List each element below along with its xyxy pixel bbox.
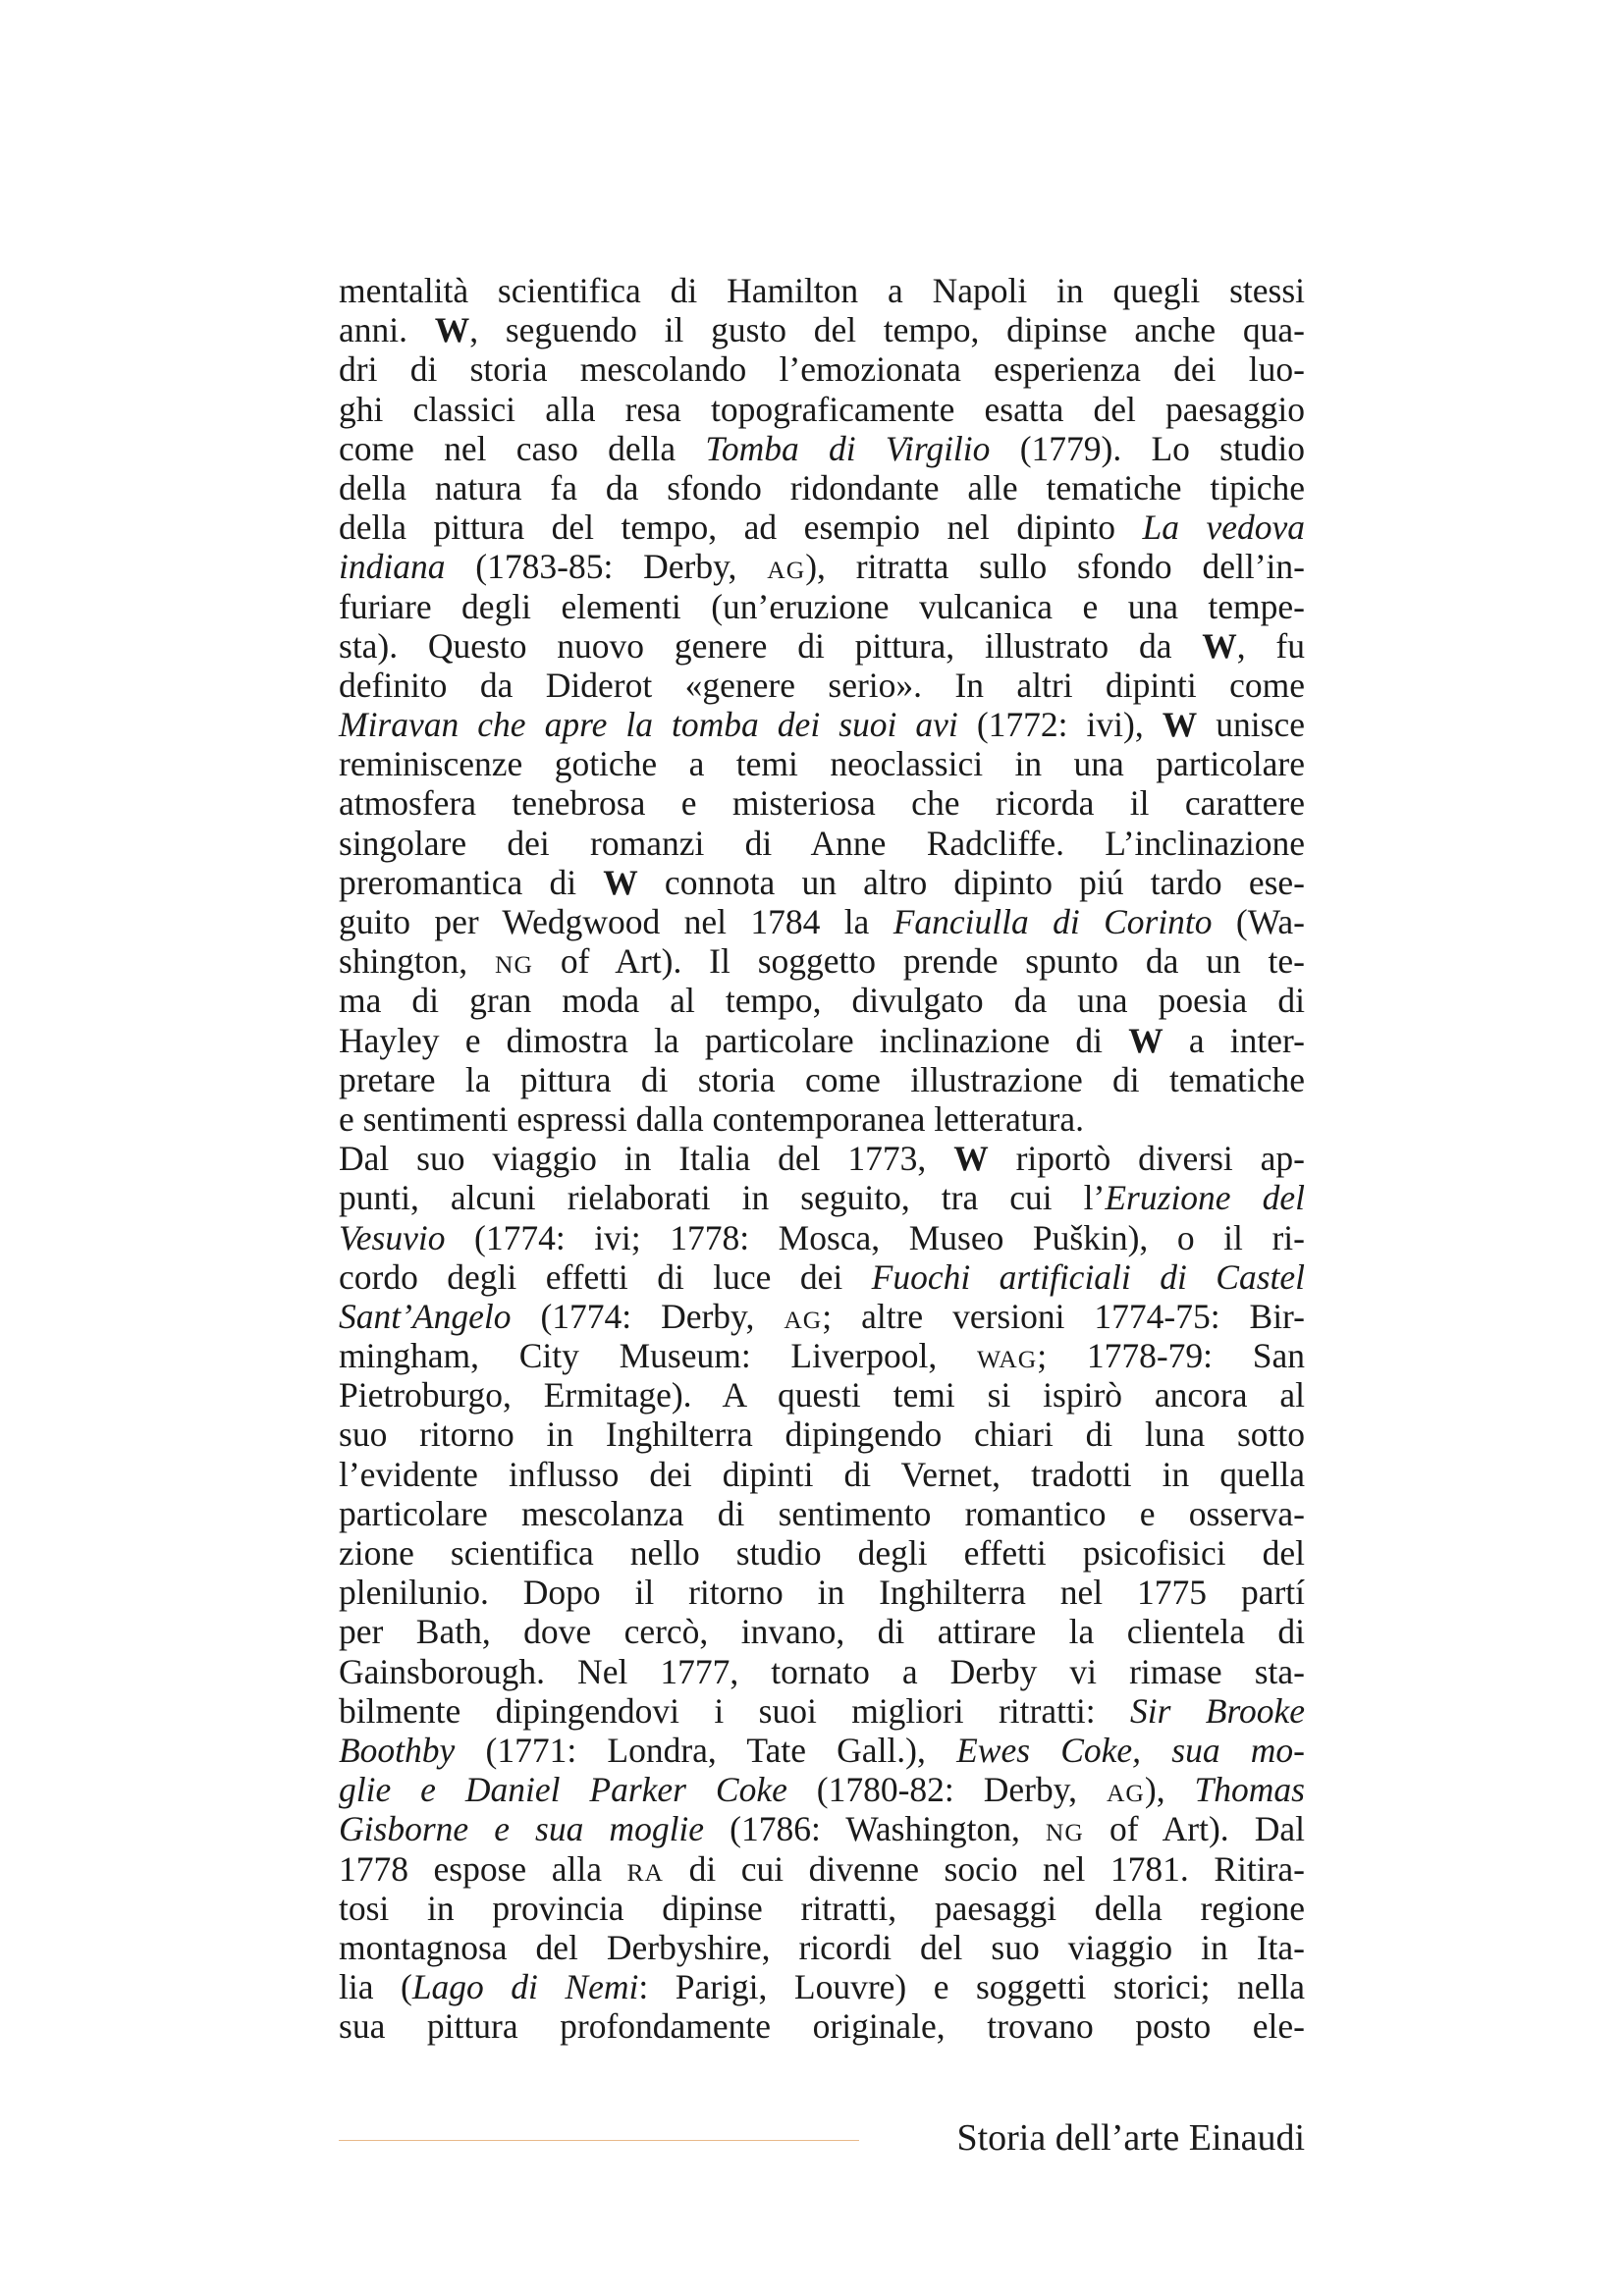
text-line — [339, 1178, 1305, 1217]
text-run: W — [434, 310, 470, 350]
text-run: of Art). Dal — [1083, 1809, 1305, 1849]
text-run: per Bath, dove cercò, invano, di attirare la clientela di — [339, 1612, 1305, 1652]
text-run: (1774: ivi; 1778: Mosca, Museo Puškin), o il ri- — [445, 1217, 1305, 1257]
text-run: sta). Questo nuovo genere di pittura, illustrato da — [339, 625, 1203, 666]
text-run: ma di gran moda al tempo, divulgato da una poesia di — [339, 981, 1305, 1021]
text-run: pretare la pittura di storia come illustrazione di tematiche — [339, 1059, 1305, 1099]
text-line — [339, 1060, 1305, 1099]
text-line — [339, 666, 1305, 705]
text-run: (1771: Londra, Tate Gall.), — [455, 1730, 957, 1770]
text-run: Tomba di Virgilio — [705, 428, 991, 468]
text-line — [339, 1336, 1305, 1375]
text-run: a inter- — [1163, 1020, 1305, 1060]
text-line — [339, 1455, 1305, 1494]
text-line — [339, 705, 1305, 744]
text-run: ), ritratta sullo sfondo dell’in- — [805, 547, 1305, 587]
text-run: reminiscenze gotiche a temi neoclassici in una particolare — [339, 744, 1305, 784]
text-line — [339, 1099, 1305, 1139]
text-run: Fanciulla di Corinto — [893, 902, 1213, 941]
text-run: anni. — [339, 310, 435, 350]
text-run: RA — [626, 1857, 665, 1887]
text-run: mentalità scientifica di Hamilton a Napoli in quegli stessi — [339, 271, 1305, 310]
text-run: lia ( — [339, 1967, 412, 2007]
text-run: AG — [767, 556, 806, 585]
text-run: connota un altro dipinto piú tardo ese- — [637, 862, 1306, 902]
text-line — [339, 863, 1305, 902]
text-run: Fuochi artificiali di Castel — [871, 1256, 1305, 1297]
text-line — [339, 1889, 1305, 1928]
text-line — [339, 1652, 1305, 1691]
text-run: zione scientifica nello studio degli effetti psicofisici del — [339, 1533, 1305, 1573]
text-line — [339, 1612, 1305, 1651]
text-run: Gisborne e sua moglie — [339, 1809, 705, 1849]
text-run: preromantica di — [339, 862, 604, 902]
text-run: sua pittura profondamente originale, trovano posto ele- — [339, 2006, 1305, 2047]
text-run: : Parigi, Louvre) e soggetti storici; nella — [638, 1967, 1305, 2007]
text-line — [339, 1770, 1305, 1809]
page-footer — [339, 2109, 1305, 2167]
text-line — [339, 1415, 1305, 1454]
text-run: di cui divenne socio nel 1781. Ritira- — [664, 1848, 1305, 1889]
text-line — [339, 626, 1305, 666]
text-run: WAG — [977, 1345, 1038, 1374]
text-line — [339, 1928, 1305, 1967]
footer-title: Storia dell’arte Einaudi — [956, 2117, 1305, 2159]
text-line — [339, 390, 1305, 429]
text-run: ; altre versioni 1774-75: Bir- — [822, 1296, 1305, 1336]
text-run: Sant’Angelo — [339, 1296, 512, 1336]
text-run: bilmente dipingendovi i suoi migliori ritratti: — [339, 1690, 1130, 1731]
text-run: della pittura del tempo, ad esempio nel dipinto — [339, 507, 1143, 548]
text-run: shington, — [339, 941, 496, 982]
text-run: AG — [784, 1305, 823, 1334]
text-run: ; 1778-79: San — [1037, 1336, 1305, 1376]
text-line — [339, 349, 1305, 389]
text-run: plenilunio. Dopo il ritorno in Inghilterra nel 1775 partí — [339, 1573, 1305, 1613]
text-run: tosi in provincia dipinse ritratti, paesaggi della regione — [339, 1888, 1305, 1928]
text-run: unisce — [1197, 705, 1305, 745]
text-line — [339, 1731, 1305, 1770]
text-run: Boothby — [339, 1730, 456, 1770]
text-run: indiana — [339, 547, 446, 587]
text-run: dri di storia mescolando l’emozionata esperienza dei luo- — [339, 349, 1305, 390]
text-line — [339, 824, 1305, 863]
text-line — [339, 1691, 1305, 1731]
text-line — [339, 783, 1305, 823]
text-line — [339, 1021, 1305, 1060]
text-line — [339, 547, 1305, 586]
text-run: , seguendo il gusto del tempo, dipinse anche qua- — [469, 310, 1305, 350]
text-run: cordo degli effetti di luce dei — [339, 1256, 872, 1297]
text-run: definito da Diderot «genere serio». In altri dipinti come — [339, 665, 1305, 705]
text-run: l’evidente influsso dei dipinti di Vernet, tradotti in quella — [339, 1454, 1305, 1494]
text-line — [339, 1218, 1305, 1257]
text-run: 1778 espose alla — [339, 1848, 627, 1889]
text-line — [339, 1139, 1305, 1178]
text-run: Hayley e dimostra la particolare inclinazione di — [339, 1020, 1129, 1060]
text-run: W — [603, 862, 638, 902]
text-run: (1772: ivi), — [957, 705, 1163, 745]
text-run: Gainsborough. Nel 1777, tornato a Derby vi rimase sta- — [339, 1651, 1305, 1691]
text-run: punti, alcuni rielaborati in seguito, tra cui l’ — [339, 1178, 1106, 1218]
text-line — [339, 310, 1305, 349]
text-line — [339, 981, 1305, 1020]
text-line — [339, 587, 1305, 626]
text-run: Dal suo viaggio in Italia del 1773, — [339, 1139, 954, 1179]
text-line — [339, 1257, 1305, 1297]
text-run: mingham, City Museum: Liverpool, — [339, 1336, 977, 1376]
text-run: ), — [1144, 1770, 1195, 1810]
text-run: furiare degli elementi (un’eruzione vulcanica e una tempe- — [339, 586, 1305, 626]
text-run: montagnosa del Derbyshire, ricordi del suo viaggio in Ita- — [339, 1927, 1305, 1967]
text-run: (1786: Washington, — [704, 1809, 1046, 1849]
text-run: suo ritorno in Inghilterra dipingendo chiari di luna sotto — [339, 1415, 1305, 1455]
text-line — [339, 1297, 1305, 1336]
text-run: Thomas — [1194, 1770, 1305, 1810]
text-run: W — [1202, 625, 1237, 666]
text-run: NG — [1045, 1818, 1084, 1847]
text-run: della natura fa da sfondo ridondante alle tematiche tipiche — [339, 467, 1305, 507]
text-line — [339, 1375, 1305, 1415]
text-run: Sir Brooke — [1129, 1690, 1305, 1731]
text-run: Miravan che apre la tomba dei suoi avi — [339, 705, 958, 745]
text-line — [339, 271, 1305, 310]
text-run: singolare dei romanzi di Anne Radcliffe. L’inclinazione — [339, 823, 1305, 863]
text-line — [339, 744, 1305, 783]
text-line — [339, 1849, 1305, 1889]
text-run: (1774: Derby, — [511, 1296, 784, 1336]
text-run: AG — [1106, 1779, 1145, 1808]
text-run: (1783-85: Derby, — [445, 547, 768, 587]
text-run: particolare mescolanza di sentimento romantico e osserva- — [339, 1493, 1305, 1533]
text-run: (1779). Lo studio — [990, 428, 1305, 468]
text-line — [339, 1494, 1305, 1533]
text-run: La vedova — [1142, 507, 1306, 548]
text-line — [339, 1533, 1305, 1573]
text-run: W — [953, 1139, 989, 1179]
body-text — [339, 271, 1305, 2046]
text-run: W — [1128, 1020, 1163, 1060]
text-run: ghi classici alla resa topograficamente esatta del paesaggio — [339, 389, 1305, 429]
text-run: W — [1162, 705, 1198, 745]
text-run: Eruzione del — [1105, 1178, 1305, 1218]
text-run: of Art). Il soggetto prende spunto da un te- — [532, 941, 1306, 982]
text-run: e sentimenti espressi dalla contemporanea letteratura. — [339, 1098, 1084, 1139]
text-run: Pietroburgo, Ermitage). A questi temi si ispirò ancora al — [339, 1375, 1305, 1415]
text-line — [339, 1573, 1305, 1612]
text-run: NG — [495, 950, 533, 980]
text-run: Lago di Nemi — [411, 1967, 639, 2007]
text-run: (Wa- — [1212, 902, 1305, 941]
text-run: atmosfera tenebrosa e misteriosa che ricorda il carattere — [339, 783, 1305, 824]
text-line — [339, 2006, 1305, 2046]
text-run: , fu — [1236, 625, 1305, 666]
text-line — [339, 468, 1305, 507]
text-line — [339, 1967, 1305, 2006]
text-run: Ewes Coke, sua mo- — [956, 1730, 1305, 1770]
text-line — [339, 941, 1305, 981]
text-run: Vesuvio — [339, 1217, 446, 1257]
text-line — [339, 507, 1305, 547]
text-line — [339, 1809, 1305, 1848]
text-run: guito per Wedgwood nel 1784 la — [339, 902, 893, 941]
footer-rule — [339, 2140, 859, 2141]
text-run: come nel caso della — [339, 428, 706, 468]
text-run: riportò diversi ap- — [988, 1139, 1305, 1179]
text-run: glie e Daniel Parker Coke — [339, 1770, 787, 1810]
text-run: (1780-82: Derby, — [786, 1770, 1107, 1810]
text-line — [339, 902, 1305, 941]
text-line — [339, 429, 1305, 468]
